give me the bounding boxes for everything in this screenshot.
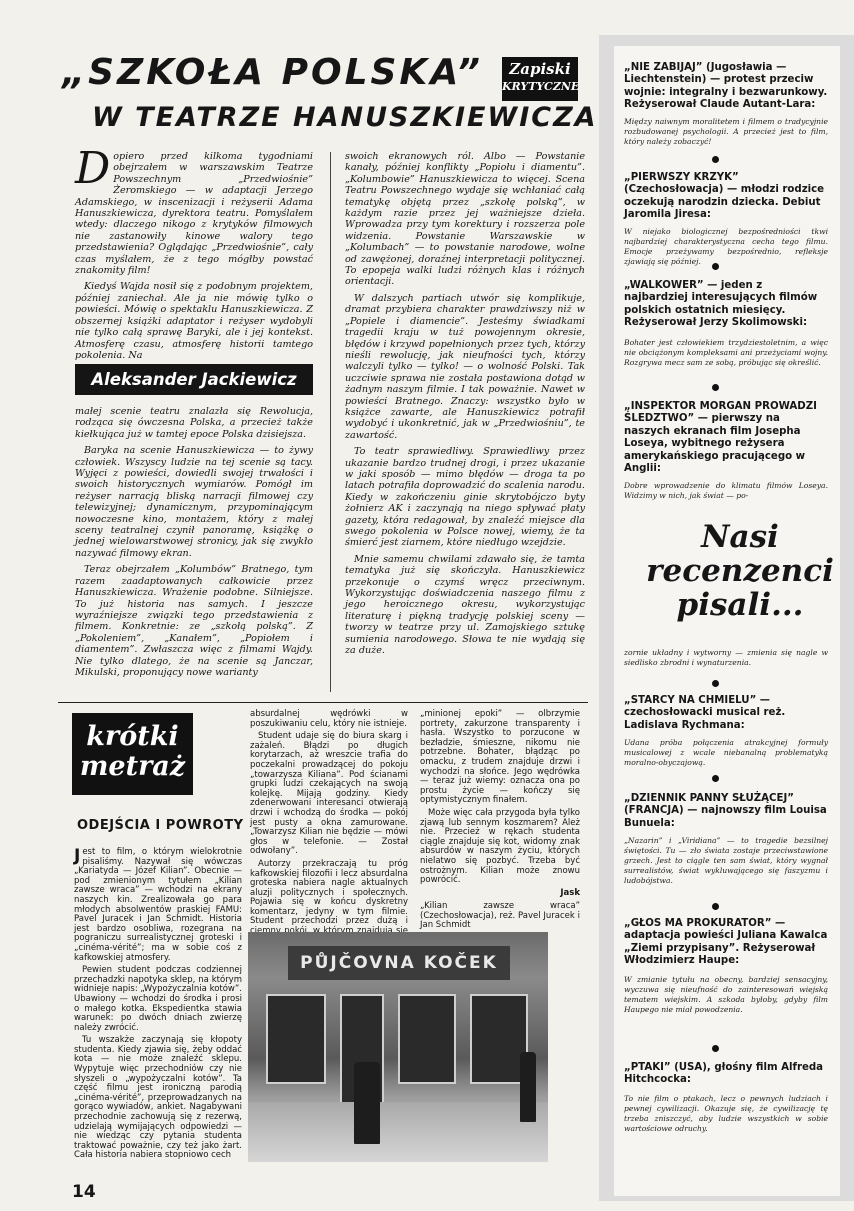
review-heading: „GŁOS MA PROKURATOR” — adaptacja powieści Juliana Kawalca „Ziemi przypisany”. Reżyserował Włodzimierz Haupe: bbox=[624, 918, 828, 967]
short-paragraph: Pewien student podczas codziennej przechadzki napotyka sklep, na którym widnieje napis: „Wypożyczalnia kotów”. Ubawiony — wchodzi do środka i prosi o małego kotka. Ekspedientka stawia warunek: po dwóch dniach zwierzę należy zwrócić. bbox=[74, 965, 242, 1033]
review-item bbox=[624, 401, 828, 501]
article-title-line2: W TEATRZE HANUSZKIEWICZA bbox=[92, 102, 598, 133]
article-paragraph: Baryka na scenie Hanuszkiewicza — to żywy człowiek. Wszyscy ludzie na tej scenie są tacy. Wyjęci z powieści, dowiedli swojej trwałości i swoich historycznych wymiarów. Pomógł im reżyser narracją bliską narracji filmowej czy telewizyjnej; dynamicznym, przypominającym nowoczesne kino, montażem, który z małej sceny teatralnej czynił panoramę, książkę o jednej wielowarstwowej stronicy, jak się zwykło nazywać filmowy ekran. bbox=[75, 445, 313, 559]
shop-sign: PŮJČOVNA KOČEK bbox=[288, 946, 510, 980]
article-paragraph: małej scenie teatru znalazła się Rewolucja, rodząca się ówczesna Polska, a przecież także kiełkująca już w tamtej epoce Polska dzisiejsza. bbox=[75, 406, 313, 440]
paragraph-text: est to film, o którym wielokrotnie pisaliśmy. Nazywał się wówczas „Kariatyda — Józef Kilian”. Obecnie — pod zmienionym tytułem „Kilian zawsze wraca” — wchodzi na ekrany naszych kin. Zrealizowała go para młodych absolwentów praskiej FAMU: Pavel Juracek i Jan Schmidt. Historia jest bardzo osobliwa, rozegrana na pograniczu surrealistycznej groteski i „cinéma-vérité”; ma w sobie coś z kafkowskiej atmosfery. bbox=[74, 847, 242, 963]
review-item bbox=[624, 280, 828, 368]
drop-cap: D bbox=[75, 143, 111, 194]
street bbox=[248, 1102, 548, 1162]
lead-letter: J bbox=[74, 846, 81, 866]
shop-window bbox=[266, 994, 326, 1084]
short-paragraph: Autorzy przekraczają tu próg kafkowskiej filozofii i lecz absurdalna groteska nabiera nagle aktualnych aluzji politycznych i społecznych. Pojawia się w końcu dyskretny komentarz, jedyny w tym filmie. Student przechodzi przez dużą i bbox=[250, 858, 408, 927]
short-review-title: ODEJŚCIA I POWROTY bbox=[77, 818, 244, 833]
short-paragraph bbox=[74, 848, 242, 963]
article-paragraph: Teraz obejrzałem „Kolumbów” Bratnego, tym razem zaadaptowanych całkowicie przez Hanuszkiewicza. Wrażenie podobne. Silniejsze. To już historia nas samych. I jeszcze wyraźniejsze związki tego przedstawienia z filmem. Konkretnie: ze „szkołą polską”. Z „Pokoleniem”, „Kanałem”, „Popiołem i diamentem”. Zwłaszcza więc z filmami Wajdy. Nie tylko dlatego, że na scenie są Janczar, Mikulski, proponujący nowe warianty bbox=[75, 564, 313, 678]
film-still-photo bbox=[248, 932, 548, 1162]
nasi-line3: pisali... bbox=[676, 587, 804, 623]
review-excerpt: W zmianie tytułu na obecny, bardziej sensacyjny, wyczuwa się nieufność do zainteresowań wiejską tematem wiejskim. A szkoda byłoby, gdyby film Haupego nie miał powodzenia. bbox=[624, 974, 828, 1014]
review-excerpt: Między naiwnym moralitetem i filmem o tradycyjnie rozbudowanej psychologii. A przecież jest to film, który należy zobaczyć! bbox=[624, 116, 828, 146]
review-heading: „PIERWSZY KRZYK” (Czechosłowacja) — młodzi rodzice oczekują narodzin dziecka. Debiut Jaromila Jiresa: bbox=[624, 172, 825, 221]
review-excerpt: To nie film o ptakach, lecz o pewnych ludziach i pewnej cywilizacji. Okazuje się, że cywilizację tę trzeba zniszczyć, aby ludzie wszystkich w sobie wartościowe odruchy. bbox=[624, 1093, 828, 1133]
photo-caption: „Kilian zawsze wraca” (Czechosłowacja), reż. Pavel Juracek i Jan Schmidt bbox=[420, 901, 580, 931]
bullet-dot bbox=[712, 775, 719, 782]
section-divider bbox=[58, 702, 588, 703]
review-excerpt: Udana próba połączenia atrakcyjnej formuły musicalowej z wcale niebanalną problematyką moralno-obyczajową. bbox=[624, 738, 828, 768]
article-col1-bottom bbox=[75, 406, 313, 694]
article-title-line1: „SZKOŁA POLSKA” bbox=[62, 52, 483, 93]
bullet-dot bbox=[712, 1045, 719, 1052]
article-paragraph: Kiedyś Wajda nosił się z podobnym projektem, później zaniechał. Ale ja nie mówię tylko o powieści. Mówię o spektaklu Hanuszkiewicza. Z obszernej książki adaptator i reżyser wydobyli nie tylko całą sprawę Baryki, ale i jej kontekst. Atmosferę czasu, atmosferę historii tamtego pokolenia. Na bbox=[75, 281, 313, 361]
review-excerpt: „Nazarin” i „Viridiana” — to tragedie bezsilnej świętości. Tu — zło świata zostaje przeciwstawione grzech. Jest to ciągle ten sam świat, który wygnał surrealistów, świat wykluwającego się faszyzmu i ludobójstwa. bbox=[624, 836, 828, 886]
review-item bbox=[624, 918, 828, 1015]
short-paragraph: Tu wszakże zaczynają się kłopoty studenta. Kiedy zjawia się, żeby oddać kota — nie może znaleźć sklepu. Wypytuje więc przechodniów czy nie słyszeli o „wypożyczalni kotów”. Ta część filmu jest ironiczną parodią „cinéma-vérité”, przeprowadzanych na gorąco wywiadów, ankiet. Nagabywani przechodnie zachowują się z rezerwą, udzielają wymijających odpowiedzi — nie wiedząc czy pytania studenta traktować poważnie, czy też jako żart. Cała historia nabiera stopniowo cech bbox=[74, 1035, 242, 1161]
article-col2 bbox=[345, 151, 585, 694]
review-excerpt-continued: zornie układny i wytworny — zmienia się nagle w siedlisko zbrodni i wynaturzenia. bbox=[624, 648, 828, 667]
review-heading: „DZIENNIK PANNY SŁUŻĄCEJ” (FRANCJA) — najnowszy film Louisa Bunuela: bbox=[624, 793, 827, 829]
badge-line2: KRYTYCZNE bbox=[502, 80, 580, 93]
bullet-dot bbox=[712, 384, 719, 391]
article-paragraph: swoich ekranowych ról. Albo — Powstanie kanały, później konflikty „Popiołu i diamentu”. „Kolumbowie” Hanuszkiewicza to więcej. Scena Teatru Powszechnego wydaje się wchłaniać całą tematykę objętą przez „szkołę polską”, w każdym razie przez jej ważniejsze dzieła. Wprowadza przy tym korektury i rozszerza pole widzenia. Powstanie Warszawskie w „Kolumbach” — to powstanie narodowe, wolne od zawężonej, doraźnej interpretacji politycznej. To epopeja walki ludzi różnych klas i różnych orientacji. bbox=[345, 151, 585, 288]
page-number: 14 bbox=[72, 1182, 96, 1202]
bullet-dot bbox=[712, 680, 719, 687]
km-line2: metraż bbox=[79, 751, 186, 782]
short-paragraph: Może więc cała przygoda była tylko zjawą lub sennym koszmarem? Ależ nie. Przecież w rękach studenta ciągle znajduje się kot, widomy znak absurdów w naszym życiu, których nielatwo się pozbyć. Trzeba być ostrożnym. Kilian może znowu powrócić. bbox=[420, 807, 580, 886]
short-paragraph: Student udaje się do biura skarg i zażaleń. Błądzi po długich korytarzach, aż wreszcie trafia do poczekalni prowadzącej do pokoju „towarzysza Kiliana”. Pod ścianami grupki ludzi czekających na swoją kolejkę. Mijają godziny. Kiedy zdenerwowani interesanci otwierają drzwi i wchodzą do środka — pokój jest pusty a okna zamurowane. „Towarzysz Kilian nie będzie — mówi głos w telefonie. — Został odwołany”. bbox=[250, 731, 408, 857]
nasi-line2: recenzenci bbox=[646, 553, 834, 589]
km-line1: krótki bbox=[86, 721, 179, 752]
paragraph-text: opiero przed kilkoma tygodniami obejrzałem w warszawskim Teatrze Powszechnym „Przedwiośnie” Żeromskiego — w adaptacji Jerzego Adamskiego, w inscenizacji i reżyserii Adama Hanuszkiewicza, dyrektora teatru. Pomyślałem wtedy: dlaczego nikogo z krytyków filmowych nie zastanowiły kinowe walory tego przedstawienia? Oglądając „Przedwiośnie”, cały czas myślałem, że z tego mógłby powstać znakomity film! bbox=[75, 151, 313, 277]
review-item bbox=[624, 793, 828, 886]
review-heading: „WALKOWER” — jeden z najbardziej interesujących filmów polskich ostatnich miesięcy. Reżyserował Jerzy Skolimowski: bbox=[624, 280, 818, 329]
review-item bbox=[624, 172, 828, 267]
review-item bbox=[624, 62, 828, 147]
column-divider bbox=[330, 152, 331, 692]
bullet-dot bbox=[712, 156, 719, 163]
review-excerpt: Bohater jest człowiekiem trzydziestoletnim, a więc nie obciążonym kompleksami ani przeżyciami wojny. Rozgrywa mecz sam ze sobą, próbując się określić. bbox=[624, 337, 828, 367]
bullet-dot bbox=[712, 263, 719, 270]
zapiski-krytyczne-badge bbox=[502, 57, 578, 101]
nasi-line1: Nasi bbox=[701, 519, 779, 555]
article-paragraph: W dalszych partiach utwór się komplikuje, dramat przybiera charakter prawdziwszy niż w „Popiele i diamencie”. Jesteśmy świadkami tragedii kraju w tuż powojennym okresie, błędów i krzywd popełnionych przez tych, którzy nieśli rewolucję, jak nieufności tych, którzy walczyli tylko — tylko! — o wolność Polski. Tak uczciwie sprawa nie została postawiona dotąd w żadnym naszym filmie. I tak poważnie. Nawet w powieści Bratnego. Znaczy: wszystko było w książce zawarte, ale Hanuszkiewicz potrafił wydobyć i ukonkretnić, jak w „Przedwiośniu”, te zawartość. bbox=[345, 292, 585, 441]
review-excerpt: W niejako biologicznej bezpośredniości tkwi najbardziej charakterystyczna cecha tego filmu. Emocje przeżywamy bezpośrednio, refleksje zjawiają się później. bbox=[624, 226, 828, 266]
review-item bbox=[624, 1062, 828, 1134]
short-review-col1 bbox=[74, 848, 242, 1170]
review-heading: „NIE ZABIJAJ” (Jugosławia — Liechtenstein) — protest przeciw wojnie: integralny i bezwarunkowy. Reżyserował Claude Autant-Lara: bbox=[624, 62, 828, 111]
short-paragraph: „minionej epoki” — olbrzymie portrety, zakurzone transparenty i hasła. Wszystko to porzucone w bezładzie, śmieszne, nikomu nie potrzebne. Bohater, błądząc po omacku, z trudem znajduje drzwi i wychodzi na słońce. Jego wędrówka — teraz już wiemy: oznacza ona po prostu życie — kończy się optymistycznym finałem. bbox=[420, 709, 580, 806]
badge-line1: Zapiski bbox=[509, 60, 571, 78]
student-figure bbox=[354, 1062, 380, 1144]
krotki-metraz-box bbox=[72, 713, 193, 795]
review-heading: „PTAKI” (USA), głośny film Alfreda Hitchcocka: bbox=[624, 1062, 824, 1086]
article-col1-top bbox=[75, 143, 313, 361]
nasi-recenzenci-pisali-heading bbox=[640, 520, 840, 622]
short-paragraph: absurdalnej wędrówki w poszukiwaniu celu, który nie istnieje. bbox=[250, 709, 408, 729]
short-review-col2 bbox=[250, 710, 408, 925]
review-excerpt: Dobre wprowadzenie do klimatu filmów Loseya. Widzimy w nich, jak świat — po- bbox=[624, 481, 828, 501]
article-paragraph: Mnie samemu chwilami zdawało się, że tamta tematyka już się skończyła. Hanuszkiewicz przekonuje o czymś wręcz przeciwnym. Wykorzystując doświadczenia naszego filmu z jego heroicznego okresu, wykorzystując literaturę i piękną tradycję polskiej sceny — tworzy w teatrze przy ul. Zamojskiego sztukę sumienia narodowego. Słowa te nie wydają się za duże. bbox=[345, 553, 585, 657]
short-review-signature: Jask bbox=[560, 887, 580, 898]
short-review-col3 bbox=[420, 709, 580, 931]
bullet-dot bbox=[712, 903, 719, 910]
author-name-bar: Aleksander Jackiewicz bbox=[75, 364, 313, 395]
article-paragraph bbox=[75, 143, 313, 277]
shop-window bbox=[398, 994, 456, 1084]
passerby-figure bbox=[520, 1052, 536, 1122]
review-heading: „STARCY NA CHMIELU” — czechosłowacki musical reż. Ladislava Rychmana: bbox=[624, 695, 786, 731]
review-heading: „INSPEKTOR MORGAN PROWADZI ŚLEDZTWO” — pierwszy na naszych ekranach film Josepha Loseya, wybitnego reżysera amerykańskiego pracującego w Anglii: bbox=[624, 401, 817, 475]
article-paragraph: To teatr sprawiedliwy. Sprawiedliwy przez ukazanie bardzo trudnej drogi, i przez ukazanie w jaki sposób — mimo błędów — droga ta po latach potrafiła doprowadzić do scalenia narodu. Kiedy w zakończeniu ginie skrytobójczo byty żołnierz AK i zaczynają na niego spływać płaty gazety, która redagował, by znaleźć miejsce dla swego pokolenia w Polsce nowej, wiemy, że ta śmierć jest ziarnem, które niedługo wzejdzie. bbox=[345, 446, 585, 549]
review-item bbox=[624, 695, 828, 768]
